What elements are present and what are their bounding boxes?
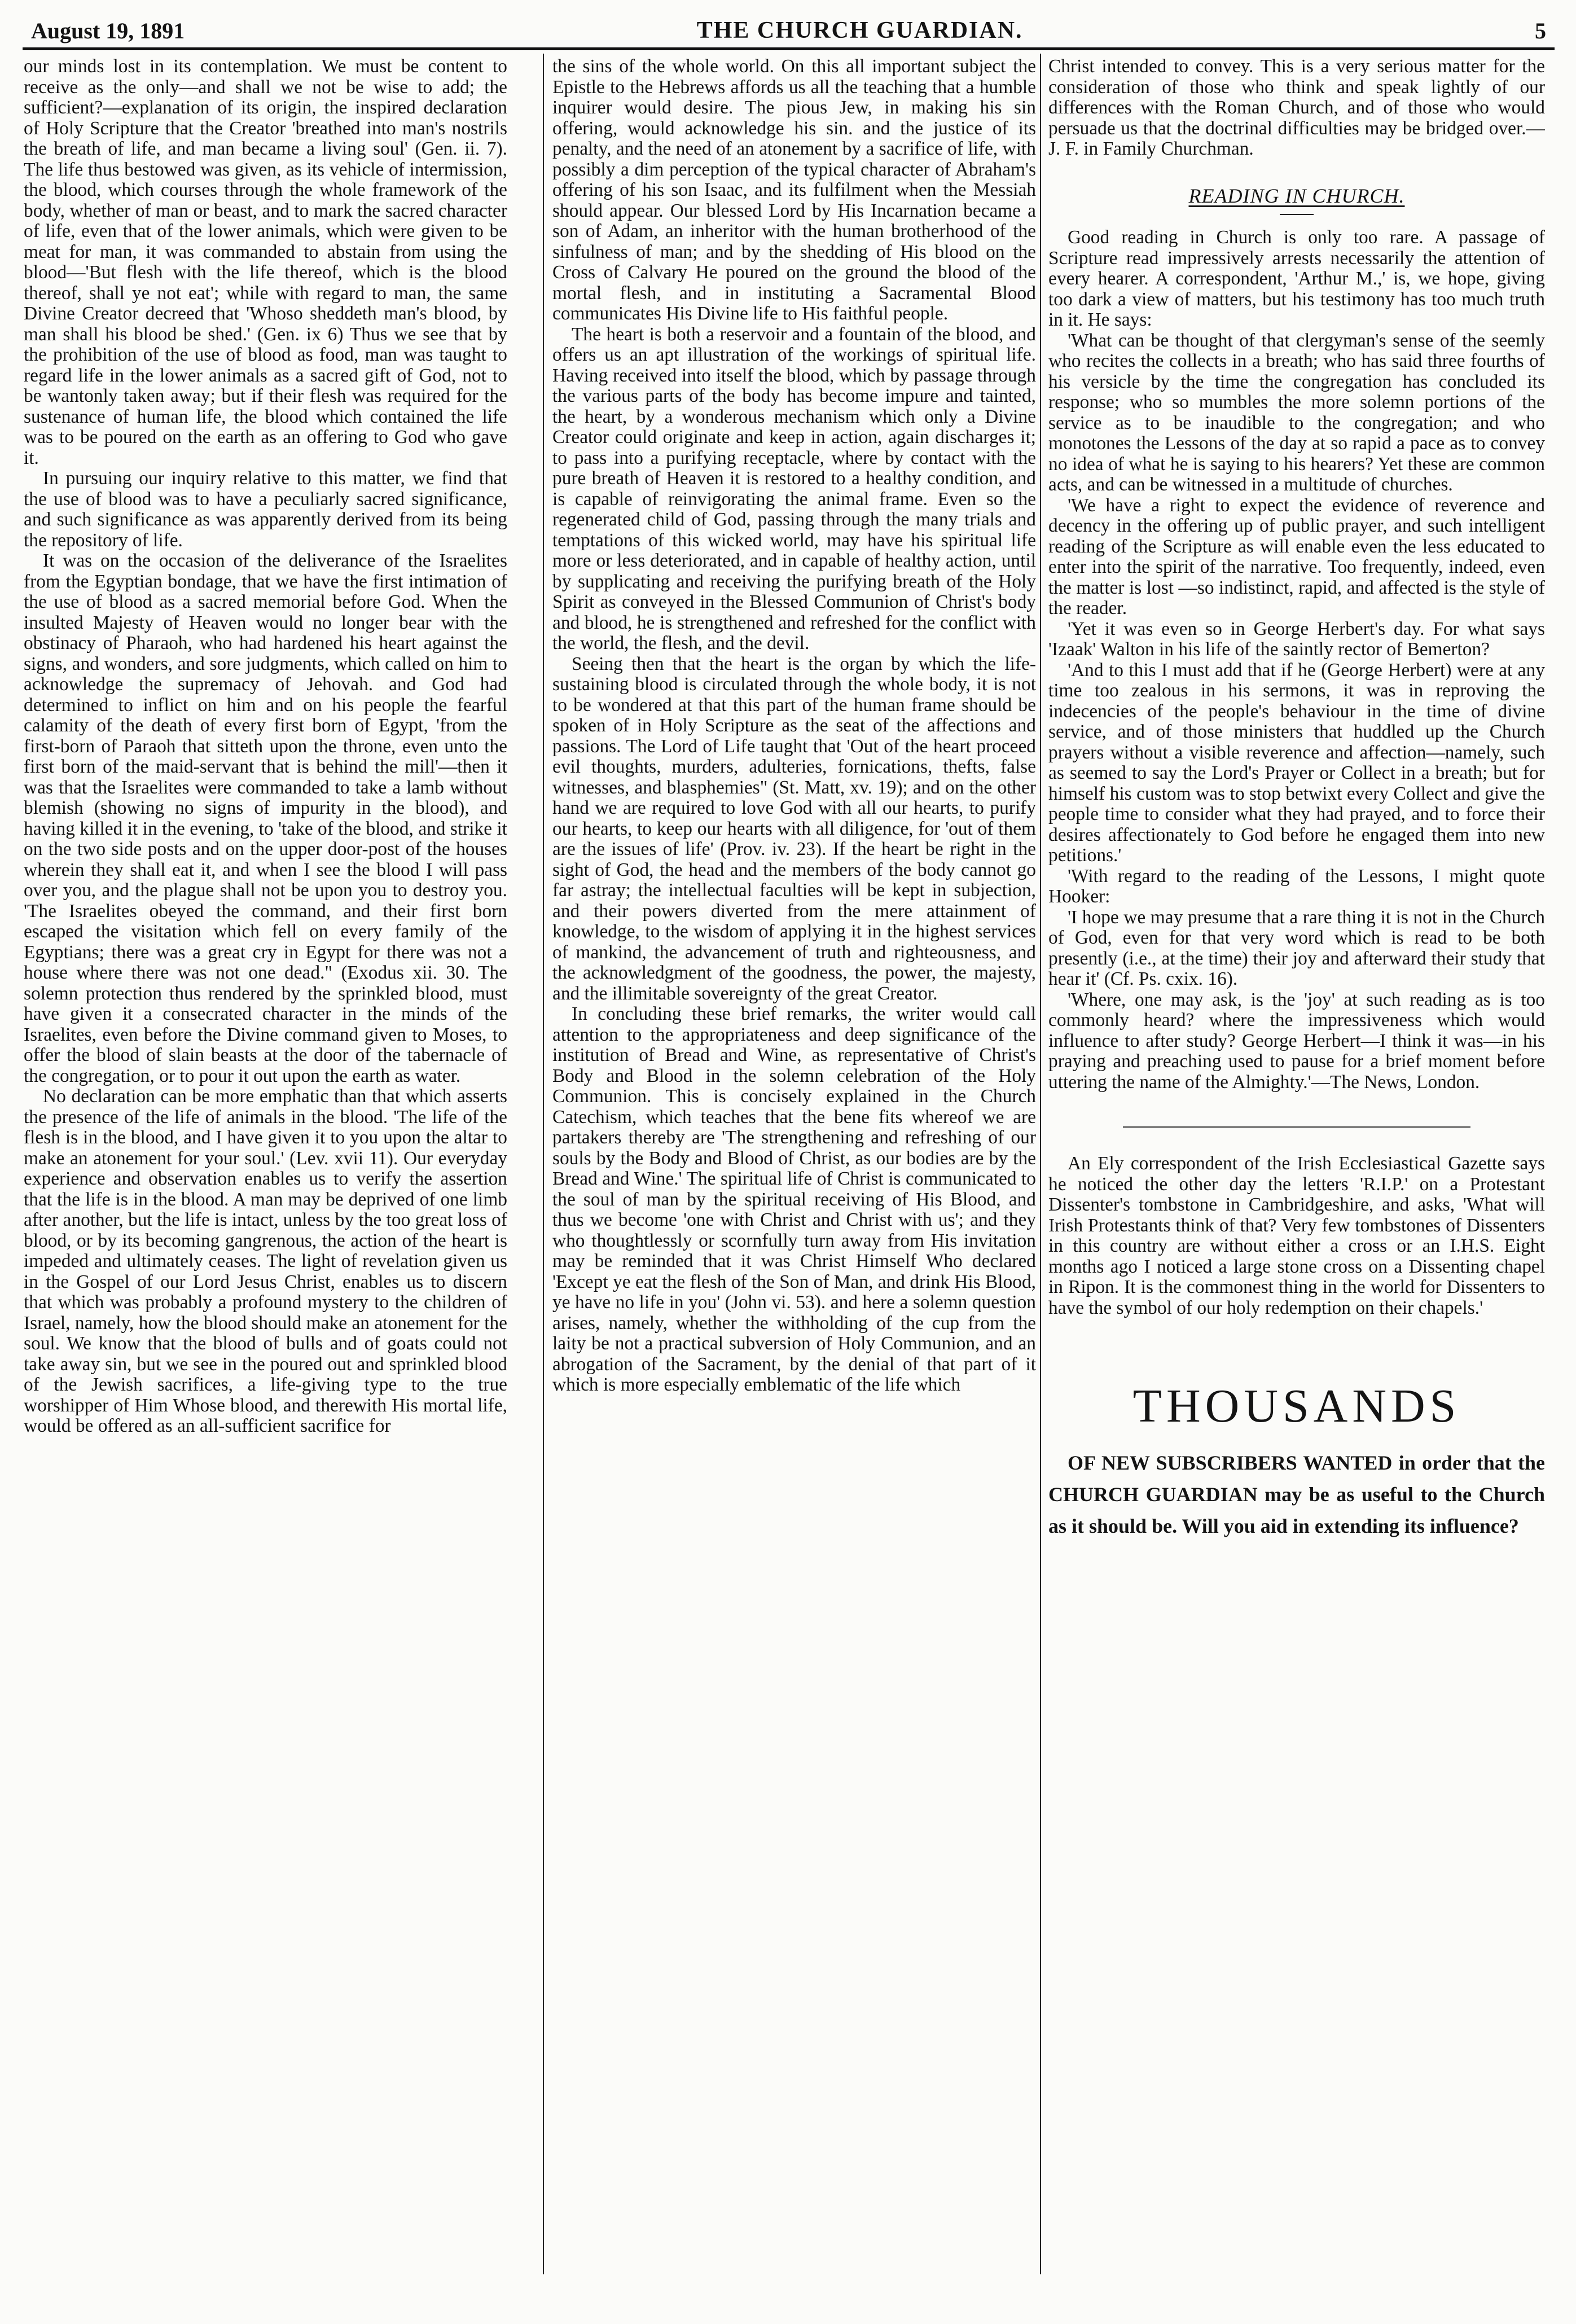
page-header [31,12,1546,44]
article-paragraph: No declaration can be more emphatic than that which asserts the presence of the life of animals in the blood. 'The life of the flesh is in the blood, and I have given it to you upon the altar to make an atonement for your soul.' (Lev. xvii 11). Our everyday experience and observation enables us to verify the assertion that the life is in the blood. A man may be deprived of one limb after another, but the life is intact, unless by the too great loss of blood, or by its becoming gangrenous, the action of the heart is impeded and ultimately ceases. The light of revelation given us in the Gospel of our Lord Jesus Christ, enables us to discern that which was probably a profound mystery to the children of Israel, namely, how the blood should make an atonement for the soul. We know that the blood of bulls and of goats could not take away sin, but we see in the poured out and sprinkled blood of the Jewish sacrifices, a life-giving type to the true worshipper of Him Whose blood, and therewith His mortal life, would be offered as an all-sufficient sacrifice for [24,1086,507,1436]
article-paragraph: 'Where, one may ask, is the 'joy' at such reading as is too commonly heard? where the impressiveness which would influence to after study? George Herbert—I think it was—in his praying and preaching used to pause for a brief moment before uttering the name of the Almighty.'—The News, London. [1048,989,1545,1093]
column-1 [24,56,507,2272]
issue-date: August 19, 1891 [31,18,185,43]
advertisement-title: THOUSANDS [1132,1380,1461,1432]
column-divider-1 [543,54,544,2274]
column-3 [1048,56,1545,2272]
section-separator [1123,1126,1470,1128]
column-2 [552,56,1036,2272]
article-paragraph: It was on the occasion of the deliverance of the Israelites from the Egyptian bondage, that we have the first intimation of the use of blood as a sacred memorial before God. When the insulted Majesty of Heaven would no longer bear with the obstinacy of Pharaoh, who had hardened his heart against the signs, and wonders, and sore judgments, which called on him to acknowledge the supremacy of Jehovah. and God had determined to inflict on him and on his people the fearful calamity of the death of every first born of Egypt, 'from the first-born of Paraoh that sitteth upon the throne, even unto the first born of the maid-servant that is behind the mill'—then it was that the Israelites were commanded to take a lamb without blemish (showing no signs of impurity in the blood), and having killed it in the evening, to 'take of the blood, and strike it on the two side posts and on the upper door-post of the houses wherein they shall eat it, and when I see the blood I will pass over you, and the plague shall not be upon you to destroy you. 'The Israelites obeyed the command, and their first born escaped the visitation which fell on every family of the Egyptians; there was a great cry in Egypt for there was not a house where there was not one dead." (Exodus xii. 30. The solemn protection thus rendered by the sprinkled blood, must have given it a consecrated character in the minds of the Israelites, even before the Divine command given to Moses, to offer the blood of slain beasts at the door of the tabernacle of the congregation, or to pour it out upon the earth as water. [24,550,507,1086]
header-rule [23,47,1555,50]
article-paragraph: In concluding these brief remarks, the writer would call attention to the appropriateness and deep significance of the institution of Bread and Wine, as representative of Christ's Body and Blood in the solemn celebration of the Holy Communion. This is concisely explained in the Church Catechism, which teaches that the bene fits whereof we are partakers thereby are 'The strengthening and refreshing of our souls by the Body and Blood of Christ, as our bodies are by the Bread and Wine.' The spiritual life of Christ is communicated to the soul of man by the spiritual receiving of His Blood, and thus we become 'one with Christ and Christ with us'; and they who thoughtlessly or scornfully turn away from His invitation may be reminded that it was Christ Himself Who declared 'Except ye eat the flesh of the Son of Man, and drink His Blood, ye have no life in you' (John vi. 53). and here a solemn question arises, namely, whether the withholding of the cup from the laity be not a practical subversion of Holy Communion, and an abrogation of the Sacrament, by the denial of that part of it which is more especially emblematic of the life which [552,1003,1036,1395]
article-paragraph: 'And to this I must add that if he (George Herbert) were at any time too zealous in his sermons, it was in reproving the indecencies of the people's behaviour in the time of divine service, and of those ministers that huddled up the Church prayers without a visible reverence and affection—namely, such as seemed to say the Lord's Prayer or Collect in a breath; but for himself his custom was to stop betwixt every Collect and give the people time to consider what they had prayed, and to force their desires affectionately to God before he engaged them into new petitions.' [1048,659,1545,866]
article-paragraph: 'I hope we may presume that a rare thing it is not in the Church of God, even for that very word which is read to be both presently (i.e., at the time) their joy and afterward their study that hear it' (Cf. Ps. cxix. 16). [1048,906,1545,989]
article-paragraph: Good reading in Church is only too rare. A passage of Scripture read impressively arrests necessarily the attention of every hearer. A correspondent, 'Arthur M.,' is, we hope, giving too dark a view of matters, but his testimony has too much truth in it. He says: [1048,227,1545,330]
masthead-title: THE CHURCH GUARDIAN. [696,17,1023,43]
reading-in-church-heading: READING IN CHURCH. [1188,184,1405,207]
article-paragraph: our minds lost in its contemplation. We must be content to receive as the only—and shall we not be wise to add; the sufficient?—explanation of its origin, the inspired declaration of Holy Scripture that the Creator 'breathed into man's nostrils the breath of life, and man became a living soul' (Gen. ii. 7). The life thus bestowed was given, as its vehicle of intermission, the blood, which courses through the whole framework of the body, whether of man or beast, and to mark the sacred character of life, even that of the lower animals, which were given to be meat for man, it was commanded to abstain from using the blood—'But flesh with the life thereof, which is the blood thereof, shall ye not eat'; while with regard to man, the same Divine Creator decreed that 'Whoso sheddeth man's blood, by man shall his blood be shed.' (Gen. ix 6) Thus we see that by the prohibition of the use of blood as food, man was taught to regard life in the lower animals as a sacred gift of God, not to be wantonly taken away; but if their flesh was required for the sustenance of human life, the blood which contained the life was to be poured on the earth as an offering to God who gave it. [24,56,507,468]
article-continuation: Christ intended to convey. This is a very serious matter for the consideration of those who think and speak lightly of our differences with the Roman Church, and of those who would persuade us that the doctrinal difficulties may be bridged over.—J. F. in Family Churchman. [1048,56,1545,159]
article-paragraph: 'What can be thought of that clergyman's sense of the seemly who recites the collects in a breath; who has said three fourths of his versicle by the time the congregation has concluded its response; who so mumbles the more solemn portions of the service as to be inaudible to the congregation; and who monotones the Lessons of the day at so rapid a pace as to convey no idea of what he is saying to his hearers? Yet these are common acts, and can be witnessed in a multitude of churches. [1048,330,1545,495]
article-paragraph: Seeing then that the heart is the organ by which the life-sustaining blood is circulated through the whole body, it is not to be wondered at that this part of the human frame should be spoken of in Holy Scripture as the seat of the affections and passions. The Lord of Life taught that 'Out of the heart proceed evil thoughts, murders, adulteries, fornications, thefts, false witnesses, and blasphemies" (St. Matt, xv. 19); and on the other hand we are required to love God with all our hearts, to purify our hearts, to keep our hearts with all diligence, for 'out of them are the issues of life' (Prov. iv. 23). If the heart be right in the sight of God, the head and the members of the body cannot go far astray; the intellectual faculties will be kept in subjection, and their powers diverted from the mere attainment of knowledge, to the wisdom of applying it in the highest services of mankind, the advancement of truth and righteousness, and the acknowledgment of the goodness, the power, the majesty, and the illimitable sovereignty of the great Creator. [552,653,1036,1004]
heading-dash [1280,214,1314,215]
article-paragraph: The heart is both a reservoir and a fountain of the blood, and offers us an apt illustration of the workings of spiritual life. Having received into itself the blood, which by passage through the various parts of the body has become impure and tainted, the heart, by a wonderous mechanism which only a Divine Creator could originate and keep in action, again discharges it; to pass into a purifying receptacle, where by contact with the pure breath of Heaven it is restored to a healthy condition, and is capable of reinvigorating the animal frame. Even so the regenerated child of God, passing through the many trials and temptations of this wicked world, may have his spiritual life more or less deteriorated, and in capable of healthy action, until by supplicating and receiving the purifying breath of the Holy Spirit as conveyed in the Blessed Communion of Christ's body and blood, he is strengthened and refreshed for the conflict with the world, the flesh, and the devil. [552,323,1036,654]
article-paragraph: 'Yet it was even so in George Herbert's day. For what says 'Izaak' Walton in his life of the saintly rector of Bemerton? [1048,618,1545,660]
advertisement-body: OF NEW SUBSCRIBERS WANTED in order that the CHURCH GUARDIAN may be as useful to the Church as it should be. Will you aid in extending its influence? [1048,1452,1545,1537]
article-paragraph: 'We have a right to expect the evidence of reverence and decency in the offering up of public prayer, and such intelligent reading of the Scripture as will enable even the less educated to enter into the spirit of the narrative. Too frequently, indeed, even the matter is lost —so indistinct, rapid, and affected is the style of the reader. [1048,494,1545,619]
article-paragraph: In pursuing our inquiry relative to this matter, we find that the use of blood was to have a peculiarly sacred significance, and such significance as was apparently derived from its being the repository of life. [24,468,507,551]
column-divider-2 [1040,54,1041,2274]
ely-paragraph: An Ely correspondent of the Irish Ecclesiastical Gazette says he noticed the other day the letters 'R.I.P.' on a Protestant Dissenter's tombstone in Cambridgeshire, and asks, 'What will Irish Protestants think of that? Very few tombstones of Dissenters in this country are without either a cross or an I.H.S. Eight months ago I noticed a large stone cross on a Dissenting chapel in Ripon. It is the commonest thing in the world for Dissenters to have the symbol of our holy redemption on their chapels.' [1048,1153,1545,1318]
page-number: 5 [1535,18,1546,43]
article-paragraph: the sins of the whole world. On this all important subject the Epistle to the Hebrews affords us all the teaching that a humble inquirer would desire. The pious Jew, in making his sin offering, would acknowledge his sin. and the justice of its penalty, and the need of an atonement by a sacrifice of life, with possibly a dim perception of the typical character of Abraham's offering of his son Isaac, and its fulfilment when the Messiah should appear. Our blessed Lord by His Incarnation became a son of Adam, an inheritor with the human brotherhood of the sinfulness of man; and by the shedding of His blood on the Cross of Calvary He poured on the ground the blood of the mortal flesh, and in instituting a Sacramental Blood communicates His Divine life to His faithful people. [552,56,1036,324]
article-paragraph: 'With regard to the reading of the Lessons, I might quote Hooker: [1048,865,1545,907]
